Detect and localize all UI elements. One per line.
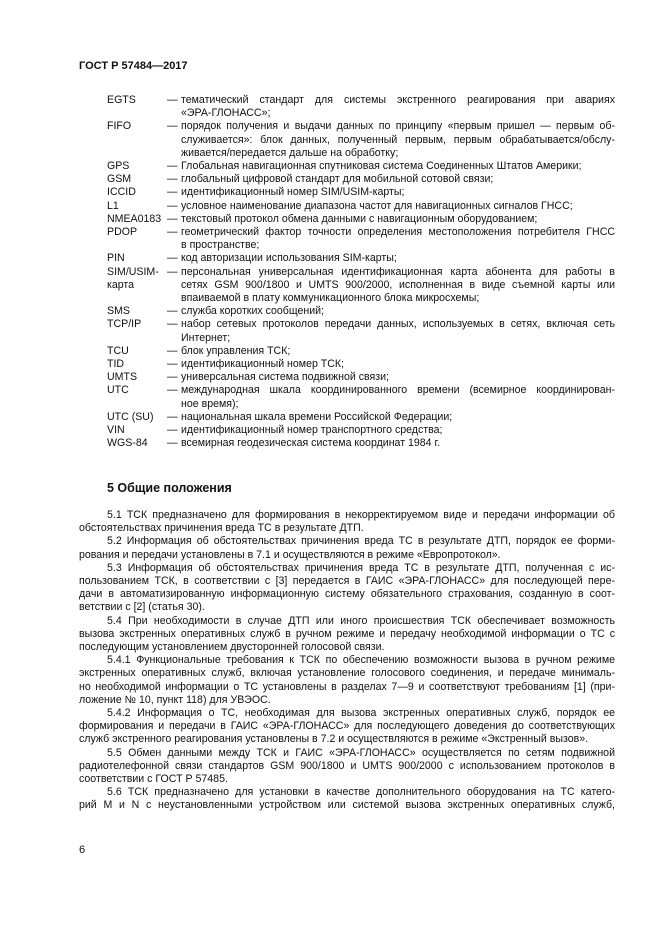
definition-line: геометрический фактор точности определения местоположения потребителя ГНСС	[181, 226, 615, 239]
abbreviation-row	[107, 305, 615, 318]
abbreviation-term	[107, 371, 167, 384]
paragraph-5-4-2	[79, 707, 615, 747]
abbreviation-term	[107, 358, 167, 371]
definition-line: служивается»: блок данных, полученный первым, первым обрабатывается/обслу-	[181, 133, 615, 146]
paragraph-line: рий M и N с неустановленными устройством или системой вызова экстренных оперативных служб,	[79, 799, 615, 812]
abbreviation-row	[107, 186, 615, 199]
abbreviation-row	[107, 226, 615, 252]
abbreviation-definition	[181, 226, 615, 252]
abbreviation-term	[107, 318, 167, 331]
abbreviation-term	[107, 252, 167, 265]
paragraph-line: 5.6 ТСК предназначено для установки в качестве дополнительного оборудования на ТС катего-	[107, 786, 615, 799]
paragraph-5-6	[79, 786, 615, 812]
abbreviation-dash: —	[167, 94, 178, 106]
standard-header: ГОСТ Р 57484—2017	[79, 60, 188, 72]
abbreviation-term	[107, 186, 167, 199]
abbreviation-dash: —	[167, 173, 178, 186]
abbreviation-row	[107, 318, 615, 344]
page-number: 6	[79, 844, 86, 856]
abbreviation-dash: —	[167, 120, 178, 133]
paragraph-line: 5.3 Информация об обстоятельствах причинения вреда ТС в результате ДТП, полученная с ис-	[107, 561, 615, 574]
definition-line: условное наименование диапазона частот для навигационных сигналов ГНСС;	[181, 199, 573, 212]
paragraph-line: 5.4.1 Функциональные требования к ТСК по обеспечению возможности вызова в ручном режиме	[107, 654, 615, 667]
abbreviation-term-line: UTC (SU)	[107, 410, 154, 423]
abbreviation-row	[107, 424, 615, 437]
abbreviation-term-line: UTC	[107, 384, 129, 397]
definition-line: блок управления ТСК;	[181, 344, 291, 357]
section-paragraphs	[79, 509, 615, 813]
abbreviation-dash: —	[167, 384, 178, 397]
abbreviation-definition	[181, 305, 615, 318]
definition-line: код авторизации использования SIM-карты;	[181, 252, 397, 265]
abbreviation-definition	[181, 200, 615, 213]
abbreviation-term	[107, 437, 167, 450]
abbreviation-definition	[181, 424, 615, 437]
abbreviation-term-line: UMTS	[107, 371, 138, 384]
abbreviation-term-line: ICCID	[107, 186, 136, 199]
definition-line: служба коротких сообщений;	[181, 305, 324, 318]
abbreviation-row	[107, 173, 615, 186]
abbreviation-term	[107, 384, 167, 397]
definition-line: текстовый протокол обмена данными с навигационным оборудованием;	[181, 212, 538, 225]
definition-line: идентификационный номер транспортного средства;	[181, 424, 443, 437]
abbreviation-row	[107, 437, 615, 450]
abbreviation-definition	[181, 94, 615, 120]
definition-line: впаиваемой в плату коммуникационного блока микросхемы;	[181, 292, 480, 305]
paragraph-line: радиотелефонной связи стандартов GSM 900/1800 и UMTS 900/2000 с использованием протоколов в	[79, 759, 615, 772]
paragraph-line: 5.1 ТСК предназначено для формирования в некорректируемом виде и передачи информации об	[107, 509, 615, 521]
abbreviation-term-line: L1	[107, 199, 119, 212]
abbreviation-dash: —	[167, 344, 178, 357]
abbreviation-definition	[181, 266, 615, 306]
abbreviation-list	[107, 94, 615, 450]
abbreviation-row	[107, 94, 615, 120]
abbreviation-row	[107, 120, 615, 160]
abbreviation-row	[107, 411, 615, 424]
abbreviation-term-line: GPS	[107, 160, 130, 173]
abbreviation-dash: —	[167, 226, 178, 239]
abbreviation-definition	[181, 384, 615, 410]
abbreviation-dash: —	[167, 424, 178, 437]
definition-line: порядок получения и выдачи данных по принципу «первым пришел — первым об-	[181, 120, 615, 133]
abbreviation-definition	[181, 318, 615, 344]
abbreviation-dash: —	[167, 318, 178, 331]
abbreviation-dash: —	[167, 186, 178, 199]
abbreviation-definition	[181, 437, 615, 450]
paragraph-line: 5.5 Обмен данными между ТСК и ГАИС «ЭРА-ГЛОНАСС» осуществляется по сетям подвижной	[107, 746, 615, 759]
abbreviation-term	[107, 120, 167, 133]
abbreviation-dash: —	[167, 212, 178, 225]
paragraph-line: обстоятельствах причинения вреда ТС в результате ДТП.	[79, 522, 364, 535]
definition-line: набор сетевых протоколов передачи данных, используемых в сетях, включая сеть	[181, 318, 615, 331]
paragraph-5-4-1	[79, 654, 615, 707]
abbreviation-term-line: SMS	[107, 305, 130, 318]
abbreviation-row	[107, 358, 615, 371]
definition-line: Глобальная навигационная спутниковая система Соединенных Штатов Америки;	[181, 160, 582, 173]
abbreviation-dash: —	[167, 358, 178, 371]
abbreviation-term-line: EGTS	[107, 94, 136, 106]
abbreviation-term	[107, 411, 167, 424]
abbreviation-term	[107, 213, 167, 226]
paragraph-line: последующим установлением двусторонней голосовой связи.	[79, 641, 385, 654]
paragraph-line: 5.4 При необходимости в случае ДТП или иного происшествия ТСК обеспечивает возможность	[107, 614, 615, 627]
paragraph-line: ложение № 10, пункт 118) для УВЭОС.	[79, 693, 271, 706]
abbreviation-dash: —	[167, 410, 178, 423]
abbreviation-definition	[181, 120, 615, 160]
abbreviation-term-line: FIFO	[107, 120, 132, 133]
abbreviation-term-line: GSM	[107, 173, 132, 186]
paragraph-line: 5.4.2 Информация о ТС, необходимая для вызова экстренных оперативных служб, порядок ее	[107, 707, 615, 720]
paragraph-line: формирования и передачи в ГАИС «ЭРА-ГЛОНАСС» для последующего доведения до соответствующих	[79, 720, 615, 733]
abbreviation-term	[107, 226, 167, 239]
paragraph-line: пользованием ТСК, в соответствии с [3] передается в ГАИС «ЭРА-ГЛОНАСС» для последующей пере-	[79, 575, 615, 588]
abbreviation-dash: —	[167, 305, 178, 318]
abbreviation-term-line: SIM/USIM-	[107, 265, 159, 278]
abbreviation-row	[107, 160, 615, 173]
paragraph-line: соответствии с ГОСТ Р 57485.	[79, 773, 228, 786]
abbreviation-definition	[181, 173, 615, 186]
abbreviation-definition	[181, 358, 615, 371]
definition-line: ное время);	[181, 397, 239, 410]
definition-line: персональная универсальная идентификационная карта абонента для работы в	[181, 265, 615, 278]
abbreviation-row	[107, 384, 615, 410]
abbreviation-term-line: TID	[107, 358, 125, 371]
abbreviation-definition	[181, 160, 615, 173]
paragraph-5-5	[79, 747, 615, 787]
definition-line: тематический стандарт для системы экстренного реагирования при авариях	[181, 94, 615, 106]
paragraph-5-2	[79, 535, 615, 561]
definition-line: национальная шкала времени Российской Федерации;	[181, 410, 453, 423]
abbreviation-term	[107, 173, 167, 186]
paragraph-line: служб экстренного реагирования установлены в 7.2 и осуществляются в режиме «Экстренный вызов».	[79, 733, 589, 746]
paragraph-line: экстренных оперативных служб, включая установление голосового соединения, и передаче минималь-	[79, 667, 615, 680]
paragraph-line: дачи в автоматизированную информационную систему обязательного страхования, созданную в соот-	[79, 588, 615, 601]
abbreviation-dash: —	[167, 199, 178, 212]
definition-line: идентификационный номер ТСК;	[181, 358, 345, 371]
abbreviation-term	[107, 345, 167, 358]
abbreviation-term	[107, 160, 167, 173]
paragraph-line: ветствии с [2] (статья 30).	[79, 601, 205, 614]
abbreviation-row	[107, 252, 615, 265]
section-title: 5 Общие положения	[107, 481, 232, 495]
abbreviation-dash: —	[167, 265, 178, 278]
abbreviation-dash: —	[167, 160, 178, 173]
abbreviation-term	[107, 266, 167, 292]
definition-line: в пространстве;	[181, 239, 260, 252]
definition-line: идентификационный номер SIM/USIM-карты;	[181, 186, 405, 199]
abbreviation-term	[107, 94, 167, 107]
abbreviation-row	[107, 200, 615, 213]
abbreviation-term-line: PIN	[107, 252, 125, 265]
abbreviation-definition	[181, 252, 615, 265]
abbreviation-definition	[181, 411, 615, 424]
abbreviation-row	[107, 371, 615, 384]
paragraph-5-4	[79, 615, 615, 655]
abbreviation-dash: —	[167, 252, 178, 265]
abbreviation-term	[107, 424, 167, 437]
definition-line: глобальный цифровой стандарт для мобильной сотовой связи;	[181, 173, 494, 186]
abbreviation-row	[107, 266, 615, 306]
definition-line: всемирная геодезическая система координат 1984 г.	[181, 437, 441, 450]
abbreviation-row	[107, 213, 615, 226]
abbreviation-term	[107, 305, 167, 318]
definition-line: сетях GSM 900/1800 и UMTS 900/2000, исполненная в виде съемной карты или	[181, 278, 615, 291]
abbreviation-definition	[181, 371, 615, 384]
abbreviation-term-line: TCP/IP	[107, 318, 142, 331]
definition-line: Интернет;	[181, 331, 231, 344]
abbreviation-row	[107, 345, 615, 358]
abbreviation-term-line: PDOP	[107, 226, 138, 239]
paragraph-5-1	[79, 509, 615, 535]
abbreviation-term-line: карта	[107, 278, 135, 291]
abbreviation-term-line: NMEA0183	[107, 212, 162, 225]
paragraph-5-3	[79, 562, 615, 615]
paragraph-line: 5.2 Информация об обстоятельствах причинения вреда ТС в результате ДТП, порядок ее форми-	[107, 535, 615, 548]
paragraph-line: рования и передачи установлены в 7.1 и осуществляются в режиме «Европротокол».	[79, 548, 501, 561]
paragraph-line: вызова экстренных оперативных служб в ручном режиме и передачу необходимой информации о ТС с	[79, 627, 615, 640]
paragraph-line: но необходимой информации о ТС установлены в разделах 7—9 и соответствуют требованиям [1] (при-	[79, 680, 615, 693]
definition-line: живается/передается дальше на обработку;	[181, 146, 399, 159]
abbreviation-term	[107, 200, 167, 213]
abbreviation-term-line: WGS-84	[107, 437, 148, 450]
definition-line: «ЭРА-ГЛОНАСС»;	[181, 107, 271, 120]
definition-line: международная шкала координированного времени (всемирное координирован-	[181, 384, 615, 397]
abbreviation-definition	[181, 345, 615, 358]
definition-line: универсальная система подвижной связи;	[181, 371, 389, 384]
abbreviation-definition	[181, 213, 615, 226]
abbreviation-term-line: TCU	[107, 344, 129, 357]
abbreviation-term-line: VIN	[107, 424, 125, 437]
abbreviation-definition	[181, 186, 615, 199]
abbreviation-dash: —	[167, 371, 178, 384]
abbreviation-dash: —	[167, 437, 178, 450]
